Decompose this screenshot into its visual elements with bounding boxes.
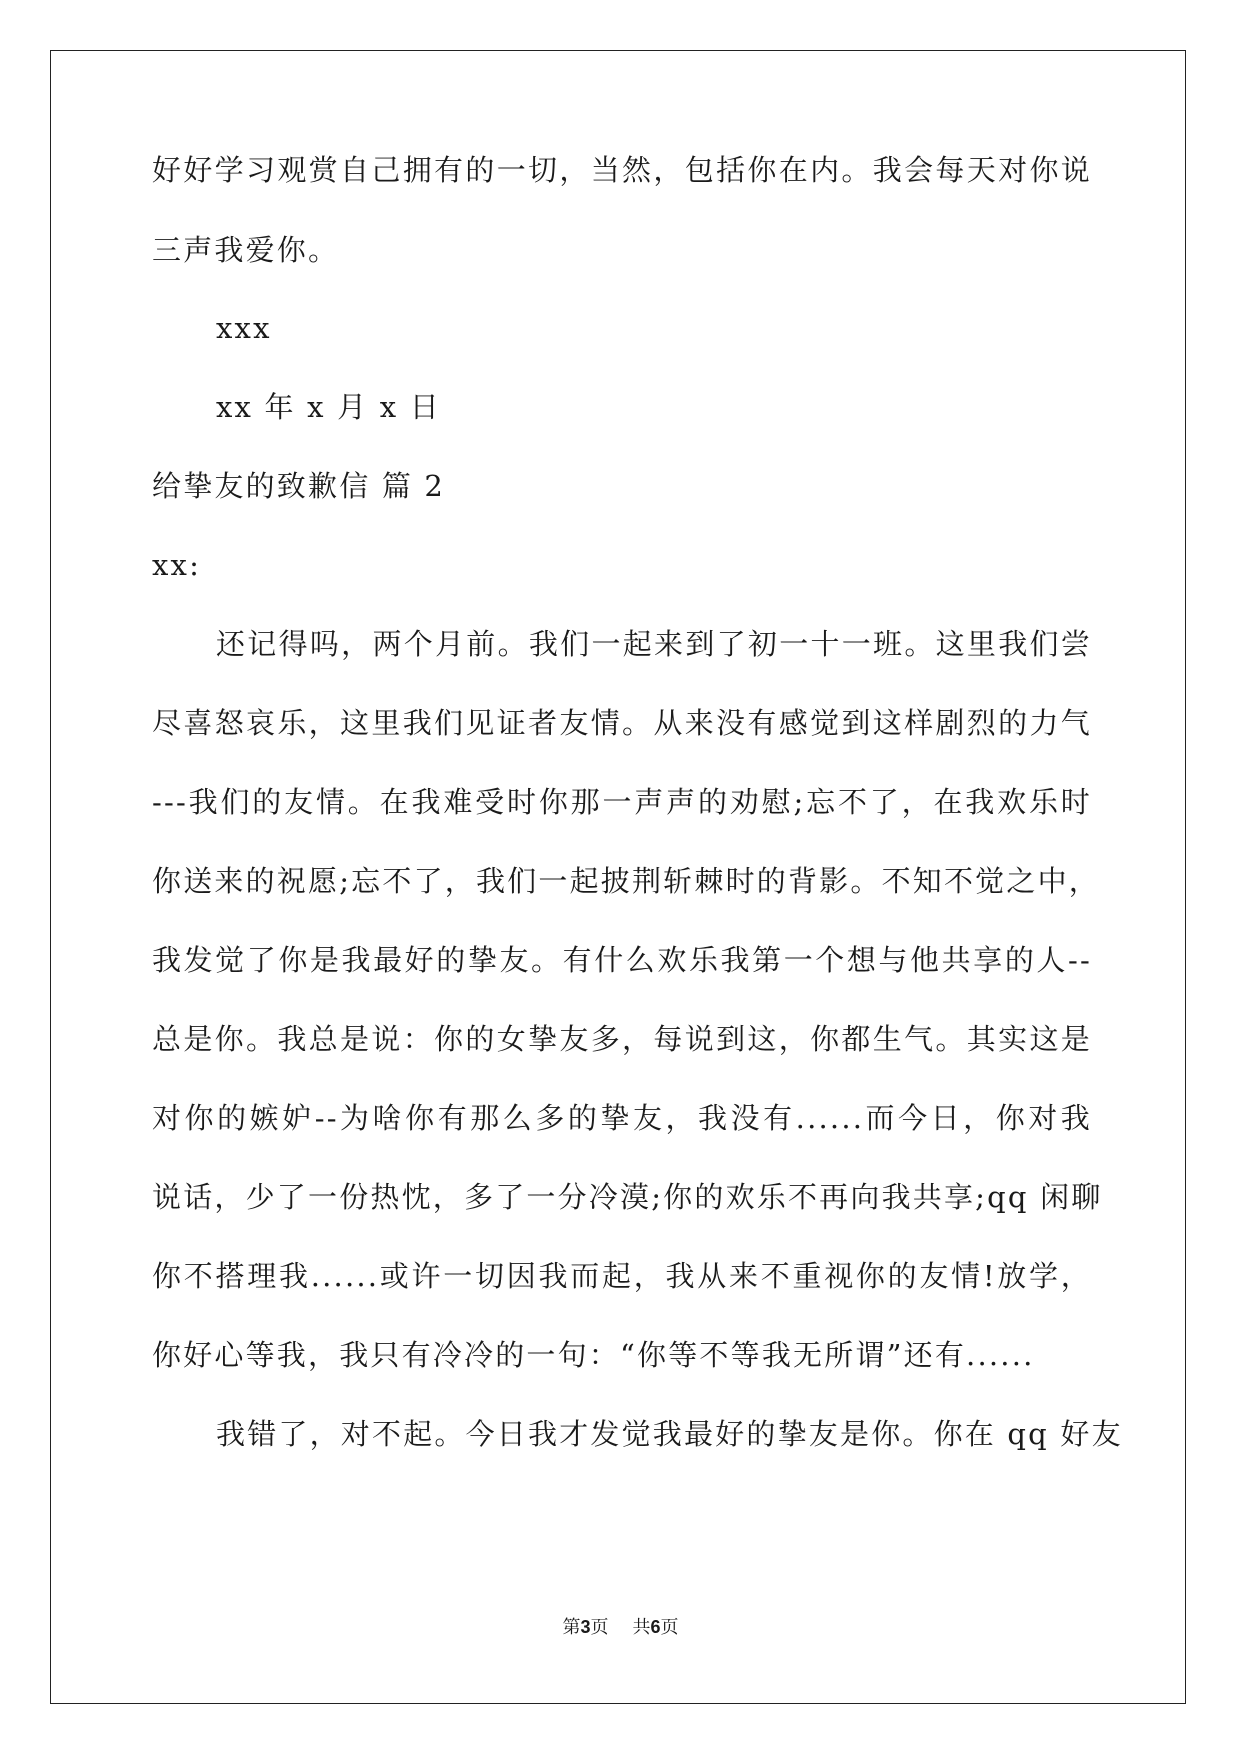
total-pages: 6 xyxy=(650,1617,661,1637)
page-footer xyxy=(0,1615,1241,1640)
page-prefix: 第 xyxy=(562,1617,581,1638)
salutation: xx: xyxy=(152,548,202,582)
page-suffix: 页 xyxy=(590,1617,609,1638)
signature-name: xxx xyxy=(216,311,272,345)
text-line: 尽喜怒哀乐，这里我们见证者友情。从来没有感觉到这样剧烈的力气 xyxy=(152,706,1092,740)
total-prefix: 共 xyxy=(632,1617,651,1638)
text-line: 对你的嫉妒--为啥你有那么多的挚友，我没有......而今日，你对我 xyxy=(152,1101,1092,1135)
text-line: 你不搭理我......或许一切因我而起，我从来不重视你的友情!放学， xyxy=(152,1259,1092,1293)
text-line: 总是你。我总是说：你的女挚友多，每说到这，你都生气。其实这是 xyxy=(152,1022,1092,1056)
total-suffix: 页 xyxy=(660,1617,679,1638)
text-line: 三声我爱你。 xyxy=(152,233,340,267)
signature-date: xx 年 x 月 x 日 xyxy=(216,390,441,424)
text-line: 我错了，对不起。今日我才发觉我最好的挚友是你。你在 qq 好友 xyxy=(216,1417,1123,1451)
text-line: 你好心等我，我只有冷冷的一句：“你等不等我无所谓”还有...... xyxy=(152,1338,1035,1372)
text-line: 我发觉了你是我最好的挚友。有什么欢乐我第一个想与他共享的人-- xyxy=(152,943,1092,977)
text-line: 说话，少了一份热忱，多了一分冷漠;你的欢乐不再向我共享;qq 闲聊 xyxy=(152,1180,1103,1214)
section-heading: 给挚友的致歉信 篇 2 xyxy=(152,469,446,503)
text-line: ---我们的友情。在我难受时你那一声声的劝慰;忘不了，在我欢乐时 xyxy=(152,785,1092,819)
text-line: 还记得吗，两个月前。我们一起来到了初一十一班。这里我们尝 xyxy=(216,627,1092,661)
page-number: 3 xyxy=(580,1617,591,1637)
text-line: 好好学习观赏自己拥有的一切，当然，包括你在内。我会每天对你说 xyxy=(152,153,1092,187)
text-line: 你送来的祝愿;忘不了，我们一起披荆斩棘时的背影。不知不觉之中， xyxy=(152,864,1100,898)
